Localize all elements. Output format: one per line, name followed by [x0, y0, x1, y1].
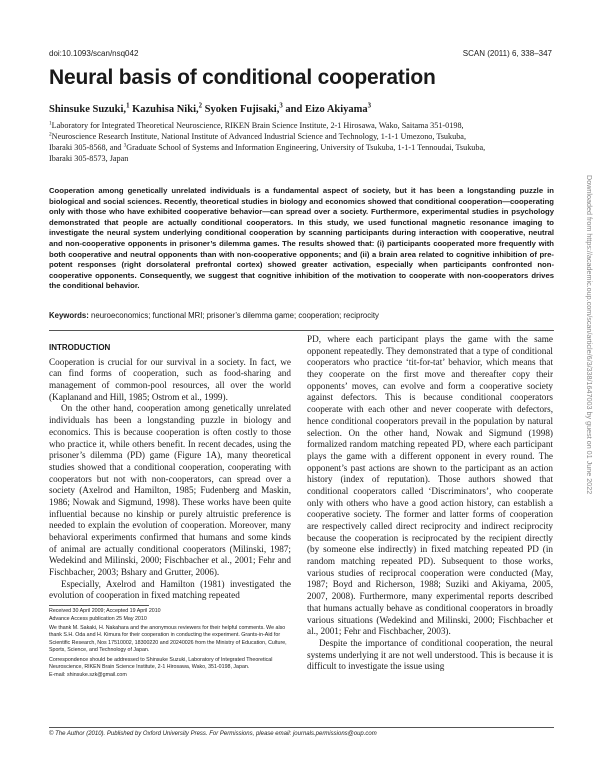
author-list: [49, 104, 371, 115]
author-name: and Eizo Akiyama: [285, 104, 368, 115]
footnote-divider: [49, 605, 149, 606]
section-heading: INTRODUCTION: [49, 343, 111, 352]
journal-reference: SCAN (2011) 6, 338–347: [462, 49, 552, 58]
footnotes: [49, 608, 291, 681]
affiliation-line: Ibaraki 305-8573, Japan: [49, 154, 129, 163]
keywords: [49, 311, 379, 320]
abstract: Cooperation among genetically unrelated individuals is a fundamental aspect of society, but it has been a longstanding puzzle in biological and social sciences. Recently, theoretical studies in biology and economics showed that conditional cooperation—cooperating only with those who have exhibited cooperative behavior—can spread over a society. Furthermore, experimental studies in psychology demonstrated that people are actually conditional cooperators. In this study, we used functional magnetic resonance imaging to investigate the neural system underlying conditional cooperation by scanning participants during interaction with cooperative, neutral and non-cooperative opponents in prisoner’s dilemma games. The results showed that: (i) participants cooperated more frequently with both cooperative and neutral opponents than with non-cooperative opponents; and (ii) a brain area related to cognitive inhibition of pre-potent responses (right dorsolateral prefrontal cortex) showed greater activation, especially when participants confronted non-cooperative opponents. Consequently, we suggest that cognitive inhibition of the motivation to cooperate with non-cooperators drives the conditional behavior.: [49, 186, 554, 291]
author-name: Shinsuke Suzuki,: [49, 104, 127, 115]
paragraph: Despite the importance of conditional cooperation, the neural systems underlying it are not well understood. This is because it is difficult to investigate the issue using: [307, 637, 553, 672]
affiliation-marker: 3: [123, 142, 127, 149]
affiliation-marker: 3: [367, 102, 372, 110]
affiliation-line: Ibaraki 305-8568, and: [49, 143, 122, 152]
correspondence: Correspondence should be addressed to Shinsuke Suzuki, Laboratory of Integrated Theoretical Neuroscience, RIKEN Brain Science Institute, 2-1 Hirosawa, Wako, 351-0198, Japan.: [49, 656, 273, 671]
keywords-label: Keywords:: [49, 311, 89, 320]
doi[interactable]: doi:10.1093/scan/nsq042: [49, 49, 139, 58]
body-column-left: [49, 342, 291, 602]
download-watermark[interactable]: Downloaded from https://academic.oup.com/scan/article/6/3/338/1647003 by guest on 01 June 2022: [585, 175, 594, 495]
author-name: Kazuhisa Niki,: [132, 104, 199, 115]
keywords-text: neuroeconomics; functional MRI; prisoner’s dilemma game; cooperation; reciprocity: [91, 311, 379, 320]
affiliation-marker: 1: [49, 120, 52, 127]
advance-access: Advance Access publication 25 May 2010: [49, 615, 147, 622]
paragraph: Especially, Axelrod and Hamilton (1981) investigated the evolution of cooperation in fixed matching repeated: [49, 578, 291, 601]
paragraph: Cooperation is crucial for our survival in a society. In fact, we can find forms of cooperation, such as food-sharing and management of common-pool resources, all over the world (Kaplanand and Hill, 1985; Ostrom et al., 1999).: [49, 356, 291, 402]
acknowledgements: We thank M. Sakaki, H. Nakahara and the anonymous reviewers for their helpful comments. We also thank S.H. Oda and H. Kimura for their cooperation in conducting the experiment. Grants-in-Aid for Scientific Research, Nos 17510002, 18300220 and 20240026 from the Ministry of Education, Culture, Sports, Science, and Technology of Japan.: [49, 624, 287, 654]
affiliation-line: Neuroscience Research Institute, National Institute of Advanced Industrial Science and Technology, 1-1-1 Umezono, Tsukuba,: [51, 132, 466, 141]
copyright-notice: © The Author (2010). Published by Oxford University Press. For Permissions, please email: journals.permissions@oup.com: [49, 731, 377, 737]
paragraph: On the other hand, cooperation among genetically unrelated individuals has been a longstanding puzzle in biology and economics. This is because cooperation is often costly to those who practice it, while others benefit. In recent decades, using the prisoner’s dilemma (PD) game (Figure 1A), many theoretical studies showed that a conditional cooperation, cooperating with cooperators but not with non-cooperators, can spread over a society (Axelrod and Hamilton, 1985; Fudenberg and Maskin, 1986; Nowak and Sigmund, 1998). These works have been quite influential because no kinship or purely altruistic preference is needed to explain the evolution of cooperation. Moreover, many behavioral experiments confirmed that humans and some kinds of animal are actually conditional cooperators (Milinski, 1987; Wedekind and Milinski, 2000; Fischbacher et al., 2001; Fehr and Fischbacher, 2003; Bshary and Grutter, 2006).: [49, 403, 291, 578]
affiliation-marker: 2: [49, 131, 52, 138]
section-divider: [49, 330, 554, 331]
affiliation-marker: 3: [279, 102, 283, 110]
correspondence-email[interactable]: E-mail: shinsuke.szk@gmail.com: [49, 671, 127, 678]
article-title: Neural basis of conditional cooperation: [49, 66, 436, 89]
affiliation-marker: 2: [198, 102, 203, 110]
affiliations: [49, 120, 554, 164]
author-name: Syoken Fujisaki,: [204, 104, 280, 115]
affiliation-line: Graduate School of Systems and Information Engineering, University of Tsukuba, 1-1-1 Tennoudai, Tsukuba,: [126, 143, 486, 152]
received-dates: Received 30 April 2009; Accepted 19 April 2010: [49, 608, 161, 614]
paragraph: PD, where each participant plays the game with the same opponent repeatedly. They demonstrated that a type of conditional cooperators who practice ‘tit-for-tat’ behavior, which means that they cooperate on the first move and thereafter copy their opponents’ moves, can evolve and form a cooperative society against defectors. This is because conditional cooperators cooperate with each other and never cooperate with defectors, hence conditional cooperators prevail in the population by natural selection. On the other hand, Nowak and Sigmund (1998) formalized random matching repeated PD, where each participant plays the game with a different opponent in every round. The opponent’s past actions are shown to the participant as an action history (index of reputation). Those authors showed that conditional cooperators called ‘Discriminators’, who cooperate only with others who have a good action history, can establish a cooperative society. The former and latter forms of cooperation are respectively called direct reciprocity and indirect reciprocity because the cooperation is reciprocated by the recipient directly (by someone else indirectly) in fixed matching repeated PD (in random matching repeated PD). Subsequent to those works, various studies of reciprocal cooperation were conducted (May, 1987; Boyd and Richerson, 1988; Suziki and Akiyama, 2005, 2007, 2008). Furthermore, many experimental reports described that humans actually behave as conditional cooperators in broadly various situations (Wedekind and Milinski, 2000; Fischbacher et al., 2001; Fehr and Fischbacher, 2003).: [307, 334, 553, 637]
affiliation-marker: 1: [126, 102, 130, 110]
body-column-right: [307, 334, 553, 673]
footer-divider: [49, 727, 554, 728]
affiliation-line: Laboratory for Integrated Theoretical Neuroscience, RIKEN Brain Science Institute, 2-1 Hirosawa, Wako, Saitama 351-0198,: [51, 121, 464, 130]
